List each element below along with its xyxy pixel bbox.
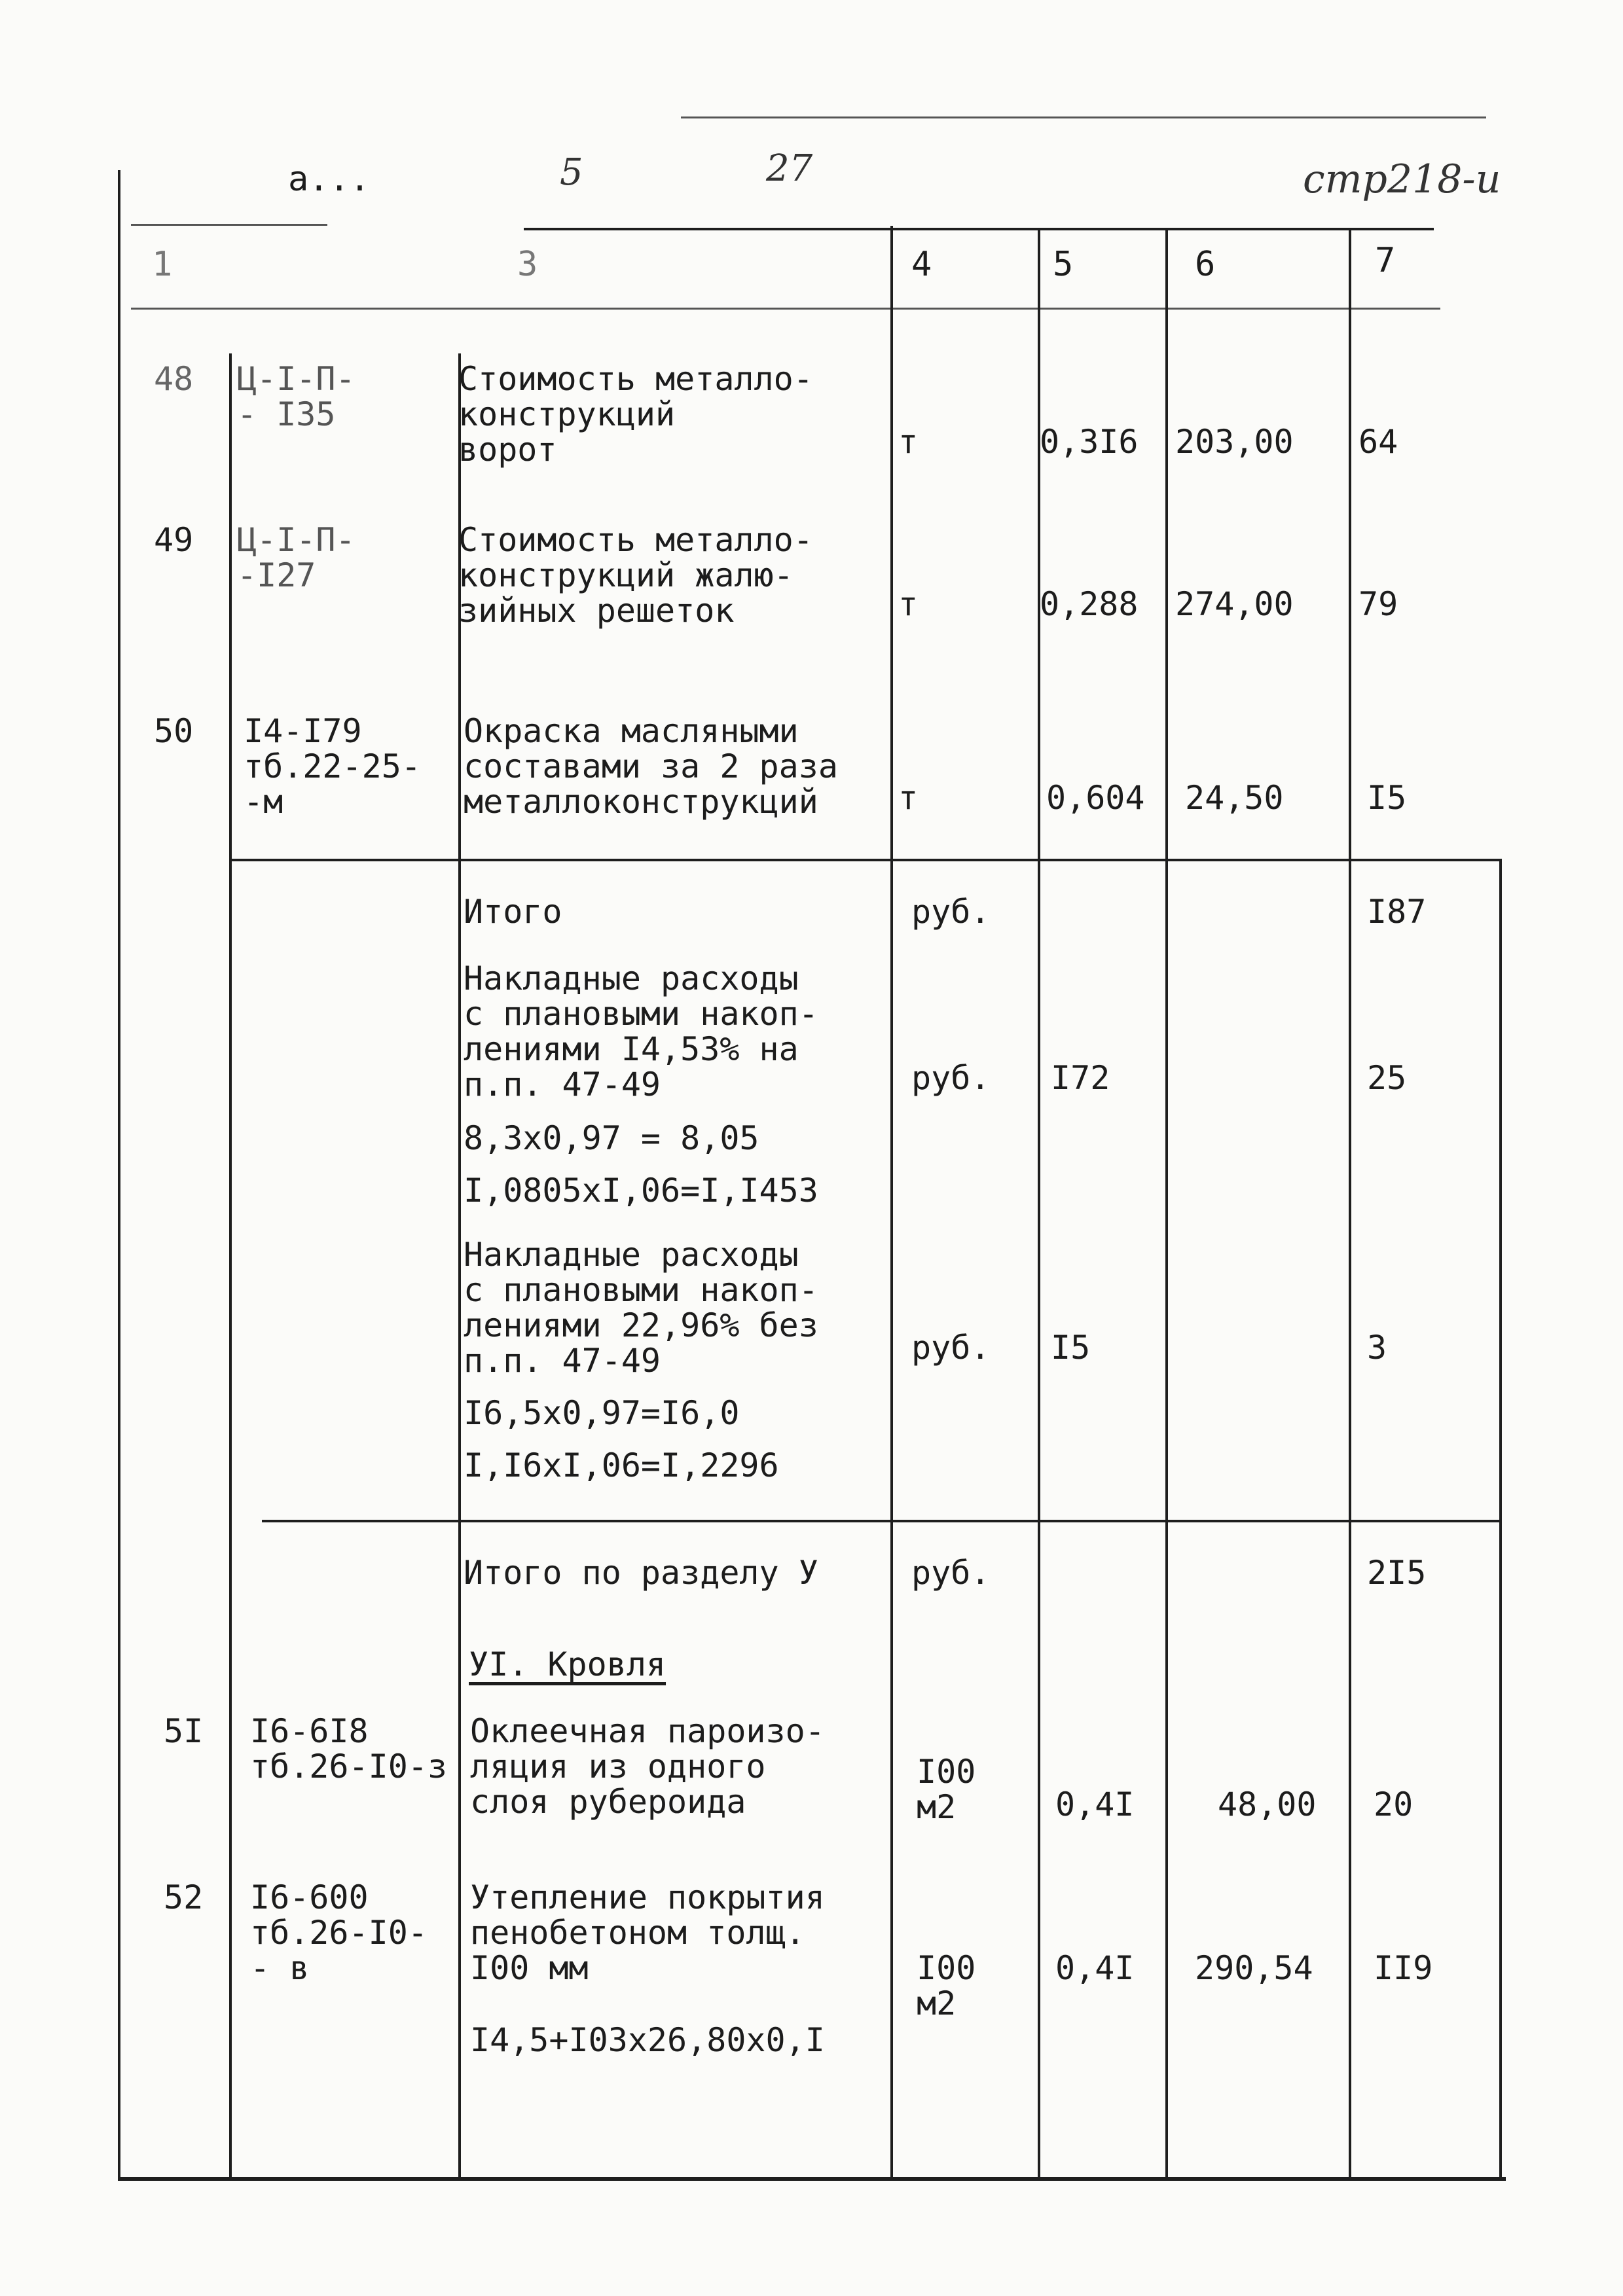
overhead1-total: 25 <box>1367 1059 1407 1097</box>
overhead1-calc2: I,0805xI,06=I,I453 <box>464 1172 818 1210</box>
row51-description: Оклеечная пароизо- ляция из одного слоя рубероида <box>470 1712 825 1821</box>
row50-total: I5 <box>1367 779 1407 817</box>
row49-quantity: 0,288 <box>1040 585 1139 623</box>
col-line-6 <box>1349 228 1351 2179</box>
row51-code: I6-6I8 тб.26-I0-з <box>250 1712 448 1785</box>
row50-description: Окраска масляными составами за 2 раза металлоконструкций <box>464 712 838 821</box>
col-header-3: 3 <box>517 245 538 284</box>
overhead1-label: Накладные расходы с плановыми накоп- лениями I4,53% на п.п. 47-49 <box>464 960 818 1103</box>
row50-unit: т <box>898 779 919 817</box>
row50-code: I4-I79 тб.22-25- -м <box>244 712 421 821</box>
row48-description: Стоимость металло- конструкций ворот <box>458 360 813 469</box>
col-line-3 <box>890 226 893 2179</box>
row51-number: 5I <box>164 1712 204 1750</box>
row50-price: 24,50 <box>1185 779 1284 817</box>
header-rule-left <box>131 224 327 226</box>
rule-after-row50 <box>229 859 1499 861</box>
subheader-rule <box>131 308 1440 310</box>
header-rule <box>524 228 1434 230</box>
row52-code: I6-600 тб.26-I0- - в <box>250 1878 428 1987</box>
row48-code: Ц-I-П- - I35 <box>237 360 356 433</box>
subtotal-total: I87 <box>1367 893 1427 931</box>
section-title: УI. Кровля <box>469 1645 666 1683</box>
col-header-4: 4 <box>911 245 932 284</box>
row49-total: 79 <box>1359 585 1398 623</box>
row51-price: 48,00 <box>1218 1785 1317 1823</box>
header-mark-a: а... <box>288 160 371 199</box>
row50-number: 50 <box>154 712 194 750</box>
row51-unit: I00 м2 <box>917 1753 976 1826</box>
row49-code: Ц-I-П- -I27 <box>237 521 356 594</box>
col-header-7: 7 <box>1375 241 1396 280</box>
subtotal-label: Итого <box>464 893 562 931</box>
row52-description: Утепление покрытия пенобетоном толщ. I00 мм <box>470 1878 825 1987</box>
row52-quantity: 0,4I <box>1055 1949 1135 1987</box>
row48-total: 64 <box>1359 423 1398 461</box>
col-line-7 <box>1499 859 1502 2181</box>
row49-unit: т <box>898 585 919 623</box>
row49-number: 49 <box>154 521 194 559</box>
row52-price: 290,54 <box>1195 1949 1313 1987</box>
section-total-total: 2I5 <box>1367 1554 1427 1592</box>
row52-unit: I00 м2 <box>917 1949 976 2022</box>
overhead2-base: I5 <box>1051 1329 1091 1367</box>
header-mark-27: 27 <box>766 147 813 190</box>
row49-price: 274,00 <box>1175 585 1294 623</box>
header-mark-5: 5 <box>560 151 583 194</box>
overhead2-total: 3 <box>1367 1329 1387 1367</box>
row48-number: 48 <box>154 360 194 398</box>
col-header-5: 5 <box>1053 245 1074 284</box>
rule-after-overhead <box>262 1520 1499 1522</box>
row51-quantity: 0,4I <box>1055 1785 1135 1823</box>
row52-calc: I4,5+I03x26,80x0,I <box>470 2021 825 2059</box>
col-line-0 <box>118 170 120 2181</box>
row52-total: II9 <box>1374 1949 1433 1987</box>
overhead1-calc1: 8,3x0,97 = 8,05 <box>464 1119 759 1157</box>
bottom-rule <box>118 2177 1506 2181</box>
row48-price: 203,00 <box>1175 423 1294 461</box>
row50-quantity: 0,604 <box>1046 779 1145 817</box>
overhead2-label: Накладные расходы с плановыми накоп- лениями 22,96% без п.п. 47-49 <box>464 1236 818 1380</box>
col-header-6: 6 <box>1195 245 1216 284</box>
overhead2-calc2: I,I6xI,06=I,2296 <box>464 1446 779 1484</box>
overhead1-unit: руб. <box>911 1059 991 1097</box>
col-line-4 <box>1038 228 1040 2179</box>
section-total-unit: руб. <box>911 1554 991 1592</box>
section-total-label: Итого по разделу У <box>464 1554 818 1592</box>
col-header-1: 1 <box>152 245 173 284</box>
overhead1-base: I72 <box>1051 1059 1110 1097</box>
page-reference: стр218-и <box>1303 156 1501 202</box>
overhead2-unit: руб. <box>911 1329 991 1367</box>
subtotal-unit: руб. <box>911 893 991 931</box>
row49-description: Стоимость металло- конструкций жалю- зийных решеток <box>458 521 813 630</box>
col-line-1 <box>229 353 232 2179</box>
overhead2-calc1: I6,5x0,97=I6,0 <box>464 1394 740 1432</box>
row48-quantity: 0,3I6 <box>1040 423 1139 461</box>
col-line-5 <box>1165 228 1168 2179</box>
row48-unit: т <box>898 423 919 461</box>
top-rule <box>681 117 1486 118</box>
row52-number: 52 <box>164 1878 204 1916</box>
row51-total: 20 <box>1374 1785 1413 1823</box>
